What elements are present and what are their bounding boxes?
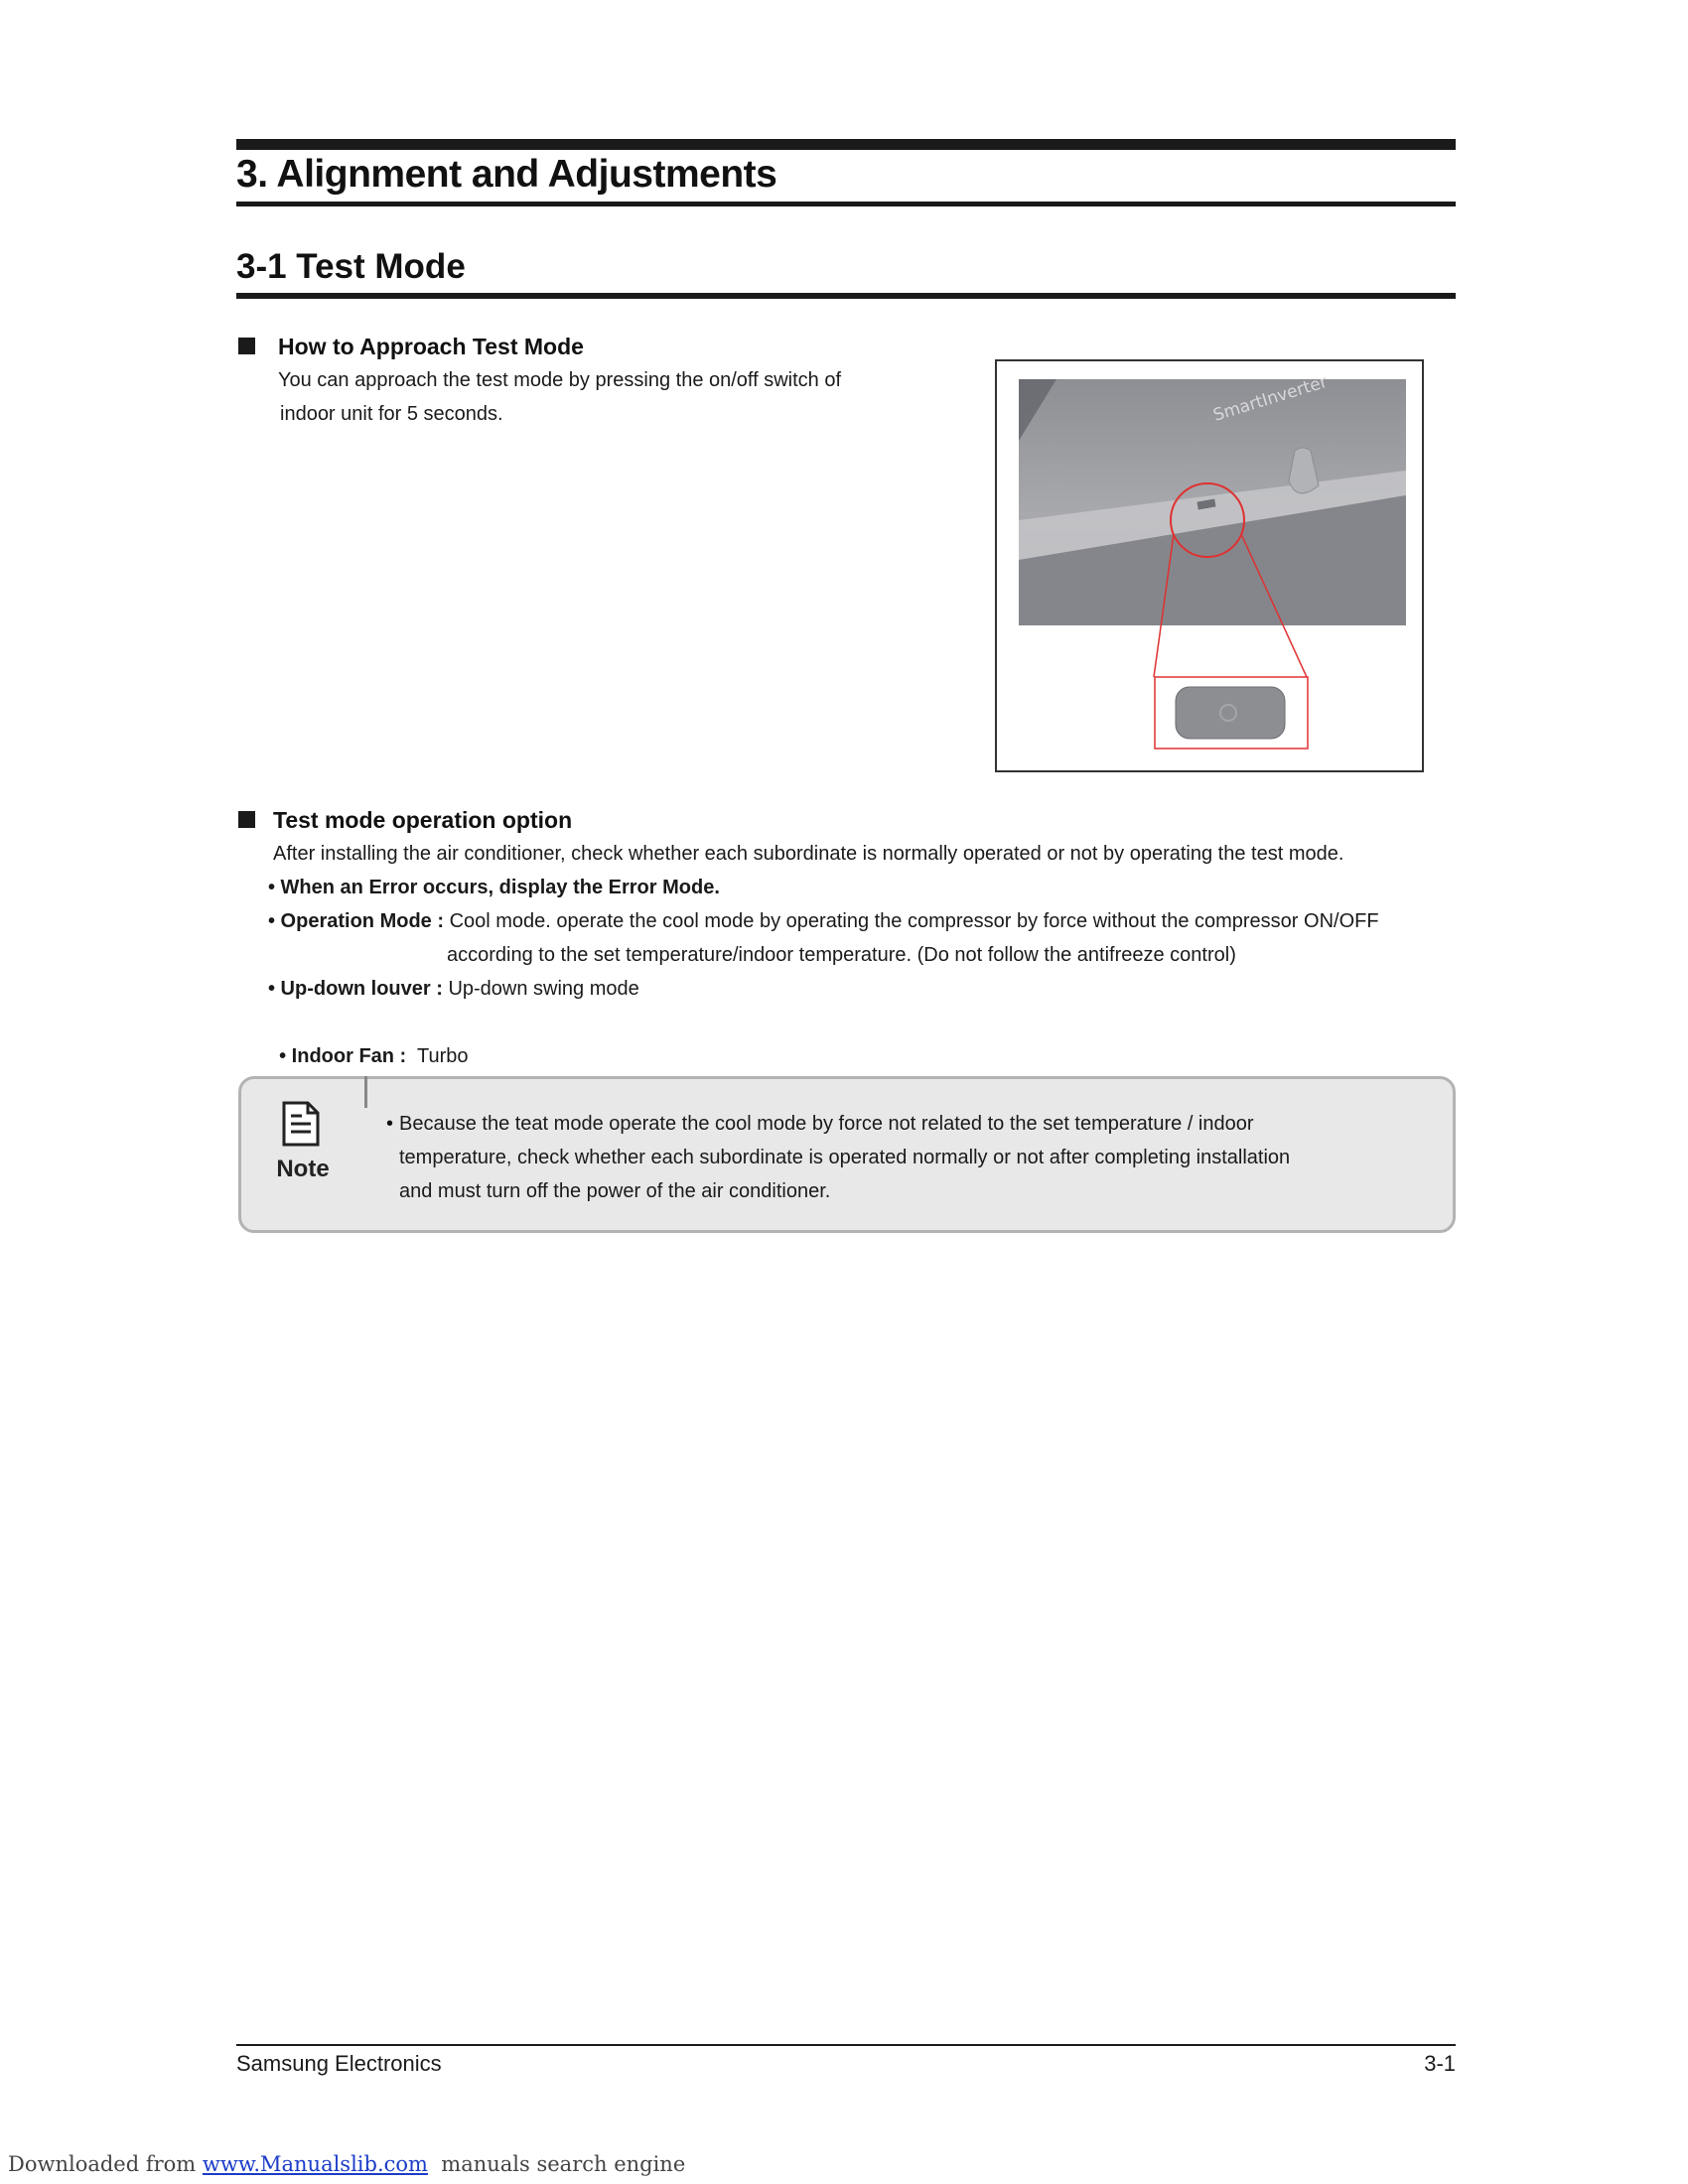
approach-line-2: indoor unit for 5 seconds.: [280, 403, 503, 425]
bullet-text: Cool mode. operate the cool mode by operating the compressor by force without the compressor ON/OFF: [444, 910, 1379, 932]
footer-rule: [236, 2044, 1456, 2046]
bullet-operation-mode-continued: [447, 938, 1236, 972]
footer-page-number: 3-1: [1424, 2051, 1456, 2076]
note-document-icon: [280, 1100, 322, 1153]
footer-company: Samsung Electronics: [236, 2051, 442, 2076]
section-title: 3-1 Test Mode: [236, 247, 466, 286]
manualslib-link[interactable]: www.Manualslib.com: [202, 2152, 428, 2176]
note-label: Note: [276, 1156, 330, 1182]
download-notice: [8, 2152, 685, 2176]
approach-line-1: You can approach the test mode by pressing the on/off switch of: [278, 369, 842, 391]
bullet-label: • When an Error occurs, display the Error Mode.: [268, 877, 720, 898]
chapter-rule-bottom: [236, 202, 1456, 206]
bullet-text: Turbo: [406, 1045, 469, 1067]
square-bullet-icon: [238, 811, 255, 828]
download-suffix: manuals search engine: [427, 2152, 686, 2176]
square-bullet-icon: [238, 338, 255, 354]
note-bullet: •: [386, 1113, 394, 1135]
bullet-louver: [268, 972, 639, 1006]
operation-intro: After installing the air conditioner, check whether each subordinate is normally operated or not by operating the test mode.: [273, 843, 1344, 865]
note-line: temperature, check whether each subordinate is operated normally or not after completing installation: [399, 1147, 1291, 1168]
unit-brand-text: SmartInverter: [1210, 371, 1331, 426]
section-rule: [236, 293, 1456, 299]
bullet-label: • Up-down louver :: [268, 978, 443, 1000]
note-text: [399, 1107, 1392, 1208]
bullet-text: according to the set temperature/indoor temperature. (Do not follow the antifreeze control): [447, 944, 1236, 966]
bullet-label: • Operation Mode :: [268, 910, 445, 932]
indoor-unit-figure: [995, 359, 1424, 772]
bullet-text: Up-down swing mode: [442, 978, 639, 1000]
bullet-label: • Indoor Fan :: [279, 1045, 407, 1067]
bullet-error-mode: [268, 871, 720, 904]
note-line: Because the teat mode operate the cool mode by force not related to the set temperature / indoor: [399, 1113, 1254, 1135]
bullet-operation-mode: [268, 904, 1379, 938]
chapter-title: 3. Alignment and Adjustments: [236, 153, 777, 196]
download-prefix: Downloaded from: [8, 2152, 203, 2176]
approach-heading: How to Approach Test Mode: [278, 334, 584, 359]
indoor-unit-photo: [997, 361, 1422, 770]
operation-heading: Test mode operation option: [273, 807, 573, 833]
note-divider: [364, 1076, 367, 1108]
bullet-indoor-fan: [268, 1006, 469, 1073]
note-line: and must turn off the power of the air conditioner.: [399, 1180, 831, 1202]
